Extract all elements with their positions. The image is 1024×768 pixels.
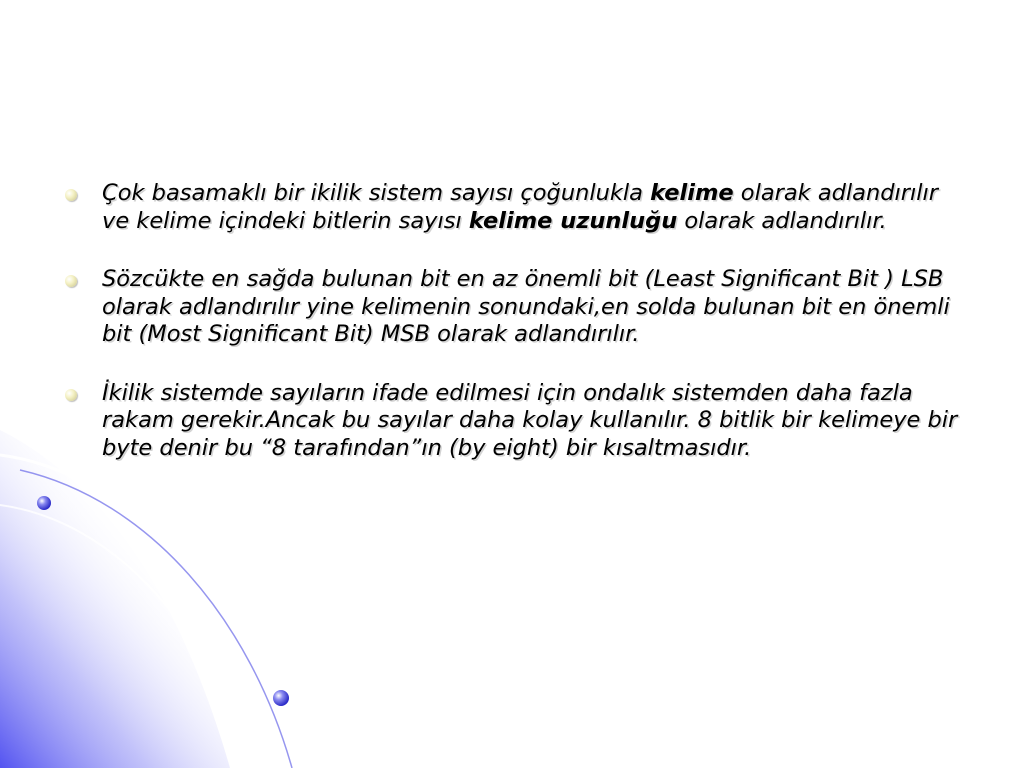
bullet-list	[62, 180, 962, 493]
bullet-text: İkilik sistemde sayıların ifade edilmesi için ondalık sistemden daha fazla rakam gerekir.Ancak bu sayılar daha kolay kullanılır. 8 bitlik bir kelimeye bir byte denir bu “8 tarafından”ın (by eight) bir kısaltmasıdır.	[102, 379, 958, 461]
bullet-item-2	[62, 266, 962, 349]
bullet-icon	[65, 189, 77, 201]
bullet-icon	[65, 275, 77, 287]
bullet-text: Çok basamaklı bir ikilik sistem sayısı çoğunlukla kelime olarak adlandırılır ve kelime içindeki bitlerin sayısı kelime uzunluğu olarak adlandırılır.	[102, 180, 938, 234]
decor-orb-left	[37, 496, 51, 510]
bullet-item-3	[62, 380, 962, 463]
bullet-text: Sözcükte en sağda bulunan bit en az önemli bit (Least Significant Bit ) LSB olarak adlandırılır yine kelimenin sonundaki,en solda bulunan bit en önemli bit (Most Significant Bit) MSB olarak adlandırılır.	[102, 266, 950, 347]
bullet-icon	[65, 389, 77, 401]
decor-orb-bottom	[273, 690, 289, 706]
bullet-item-1	[62, 180, 962, 235]
